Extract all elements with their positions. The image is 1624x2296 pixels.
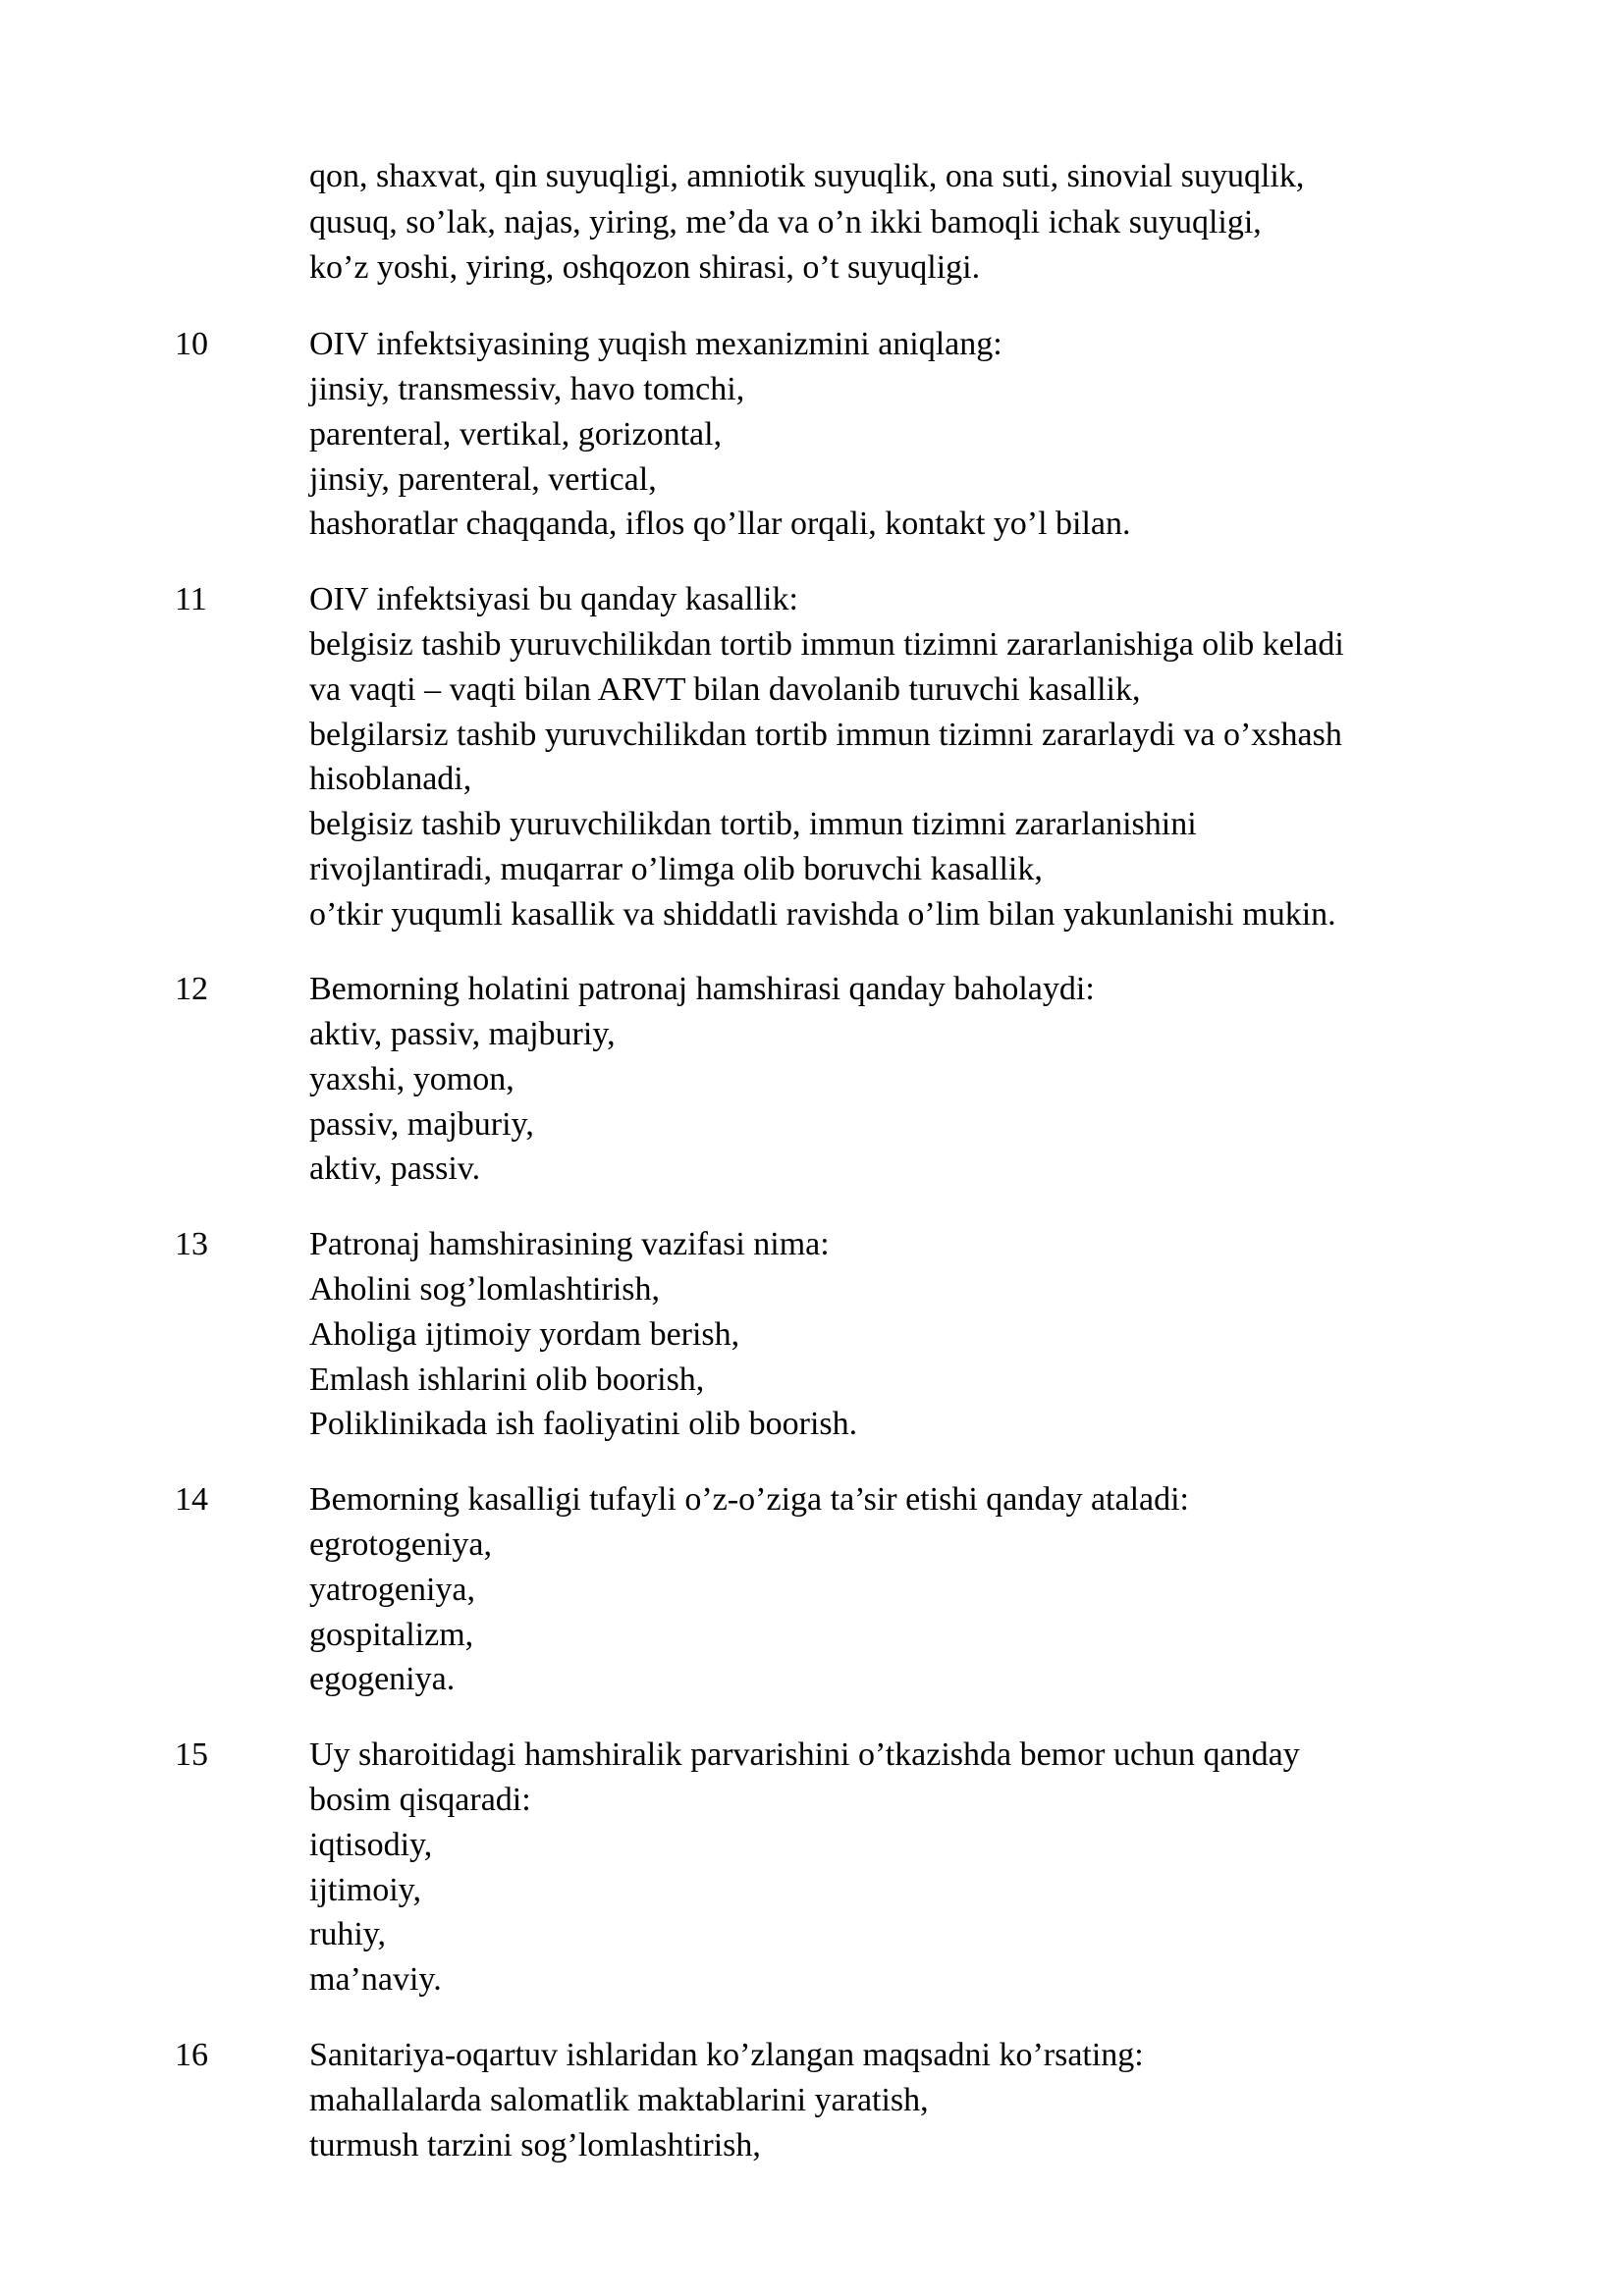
question-text: Uy sharoitidagi hamshiralik parvarishini o’tkazishda bemor uchun qanday	[309, 1736, 1300, 1773]
question-text: OIV infektsiyasining yuqish mexanizmini aniqlang:	[309, 326, 1002, 362]
answer-line: rivojlantiradi, muqarrar o’limga olib boruvchi kasallik,	[309, 851, 1043, 887]
answer-line: aktiv, passiv, majburiy,	[309, 1016, 616, 1052]
question-number: 10	[175, 326, 208, 362]
answer-line: parenteral, vertikal, gorizontal,	[309, 416, 723, 453]
answer-line: o’tkir yuqumli kasallik va shiddatli ravishda o’lim bilan yakunlanishi mukin.	[309, 896, 1336, 933]
answer-line: hisoblanadi,	[309, 761, 472, 797]
question-text: Bemorning kasalligi tufayli o’z-o’ziga ta’sir etishi qanday ataladi:	[309, 1481, 1190, 1518]
answer-line: va vaqti – vaqti bilan ARVT bilan davolanib turuvchi kasallik,	[309, 671, 1141, 708]
question-text: Bemorning holatini patronaj hamshirasi qanday baholaydi:	[309, 971, 1095, 1007]
answer-line: bosim qisqaradi:	[309, 1782, 531, 1818]
answer-line: turmush tarzini sog’lomlashtirish,	[309, 2127, 761, 2163]
answer-line: jinsiy, parenteral, vertical,	[309, 461, 657, 498]
question-number: 16	[175, 2037, 208, 2073]
answer-line: hashoratlar chaqqanda, iflos qo’llar orqali, kontakt yo’l bilan.	[309, 506, 1131, 542]
question-number: 15	[175, 1736, 208, 1773]
answer-line: qusuq, so’lak, najas, yiring, me’da va o’n ikki bamoqli ichak suyuqligi,	[309, 204, 1262, 240]
answer-line: passiv, majburiy,	[309, 1106, 534, 1143]
answer-line: yatrogeniya,	[309, 1572, 475, 1608]
answer-line: ko’z yoshi, yiring, oshqozon shirasi, o’t suyuqligi.	[309, 249, 981, 286]
answer-line: mahallalarda salomatlik maktablarini yaratish,	[309, 2082, 929, 2118]
answer-line: belgisiz tashib yuruvchilikdan tortib immun tizimni zararlanishiga olib keladi	[309, 626, 1344, 663]
question-number: 11	[175, 581, 207, 617]
answer-line: iqtisodiy,	[309, 1827, 433, 1863]
answer-line: egrotogeniya,	[309, 1526, 492, 1563]
answer-line: qon, shaxvat, qin suyuqligi, amniotik suyuqlik, ona suti, sinovial suyuqlik,	[309, 158, 1305, 194]
answer-line: belgisiz tashib yuruvchilikdan tortib, immun tizimni zararlanishini	[309, 806, 1197, 842]
answer-line: Aholiga ijtimoiy yordam berish,	[309, 1316, 740, 1353]
question-text: Sanitariya-oqartuv ishlaridan ko’zlangan maqsadni ko’rsating:	[309, 2037, 1144, 2073]
answer-line: Aholini sog’lomlashtirish,	[309, 1271, 660, 1308]
answer-line: yaxshi, yomon,	[309, 1061, 514, 1097]
answer-line: ijtimoiy,	[309, 1872, 421, 1908]
question-number: 12	[175, 971, 208, 1007]
question-number: 14	[175, 1481, 208, 1518]
answer-line: ma’naviy.	[309, 1961, 442, 1998]
question-number: 13	[175, 1226, 208, 1262]
answer-line: egogeniya.	[309, 1661, 456, 1697]
answer-line: ruhiy,	[309, 1916, 387, 1952]
answer-line: jinsiy, transmessiv, havo tomchi,	[309, 371, 745, 407]
answer-line: belgilarsiz tashib yuruvchilikdan tortib immun tizimni zararlaydi va o’xshash	[309, 717, 1342, 753]
answer-line: Poliklinikada ish faoliyatini olib boorish.	[309, 1406, 858, 1442]
question-text: OIV infektsiyasi bu qanday kasallik:	[309, 581, 798, 617]
answer-line: Emlash ishlarini olib boorish,	[309, 1362, 705, 1398]
answer-line: gospitalizm,	[309, 1617, 474, 1653]
question-text: Patronaj hamshirasining vazifasi nima:	[309, 1226, 830, 1262]
answer-line: aktiv, passiv.	[309, 1150, 481, 1187]
